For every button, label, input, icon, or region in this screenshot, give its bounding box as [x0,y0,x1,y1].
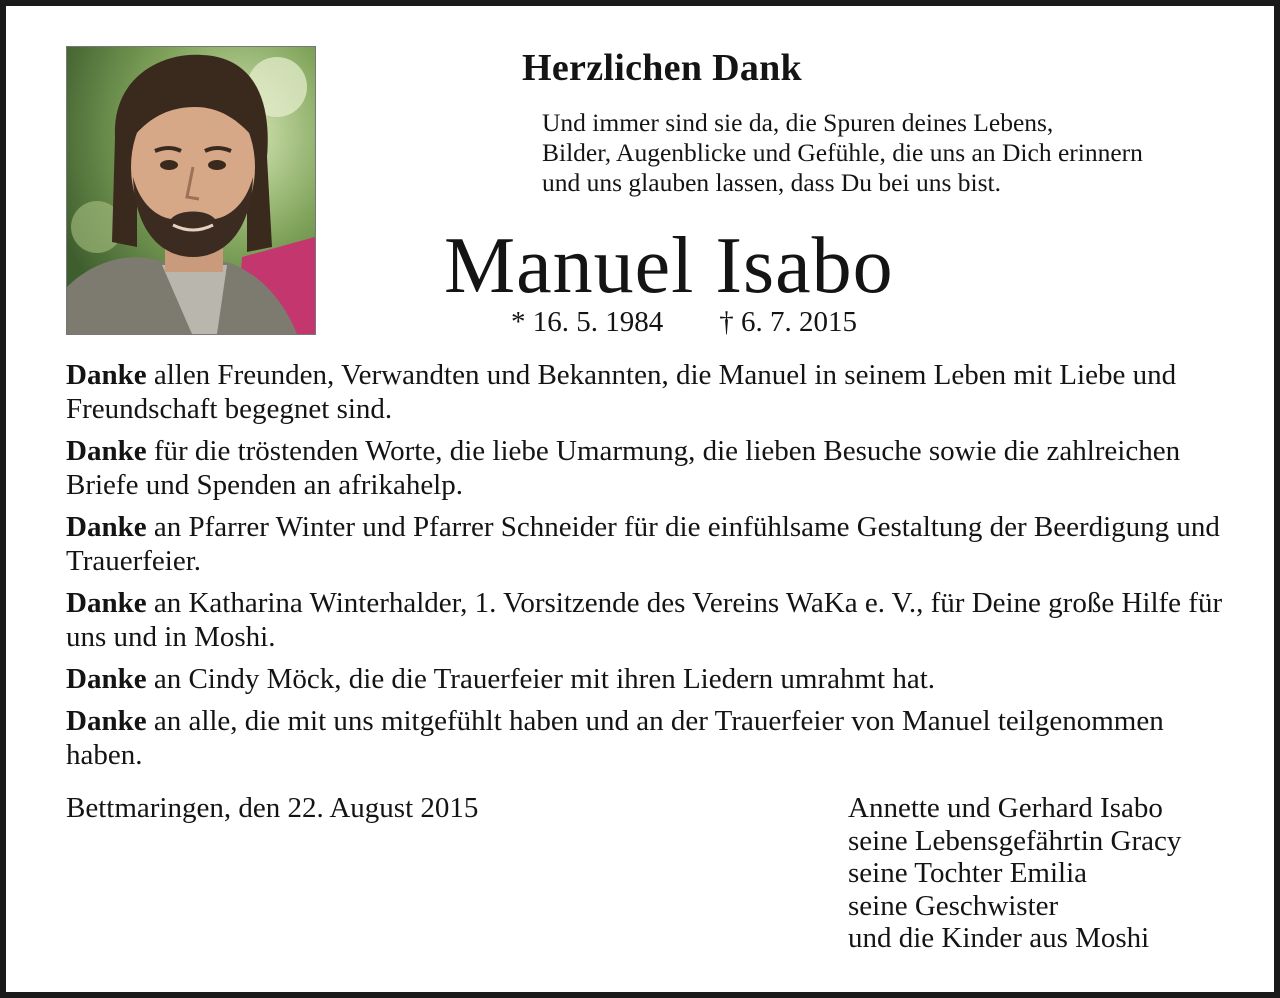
thanks-paragraph [66,434,1236,502]
motto-line: Und immer sind sie da, die Spuren deines Lebens, [542,108,1054,137]
thanks-paragraph [66,358,1236,426]
portrait-illustration [67,47,315,334]
death-date: † 6. 7. 2015 [719,306,857,338]
family-line: seine Geschwister [848,889,1059,922]
thanks-text: allen Freunden, Verwandten und Bekannten, die Manuel in seinem Leben mit Liebe und Freundschaft begegnet sind. [66,359,1177,425]
thanks-text: für die tröstenden Worte, die liebe Umarmung, die lieben Besuche sowie die zahlreichen Briefe und Spenden an afrikahelp. [66,435,1181,501]
thanks-list [66,358,1236,780]
thanks-paragraph [66,662,1236,696]
birth-date: * 16. 5. 1984 [511,306,664,338]
thanks-paragraph [66,704,1236,772]
family-signature [848,792,1181,955]
thanks-lead: Danke [66,511,147,543]
family-line: und die Kinder aus Moshi [848,922,1150,954]
life-dates [511,306,857,339]
portrait-photo [66,46,316,335]
thanks-text: an alle, die mit uns mitgefühlt haben und an der Trauerfeier von Manuel teilgenommen haben. [66,705,1164,771]
thanks-lead: Danke [66,587,147,619]
thanks-lead: Danke [66,705,147,737]
thanks-lead: Danke [66,435,147,467]
thanks-text: an Pfarrer Winter und Pfarrer Schneider für die einfühlsame Gestaltung der Beerdigung und Trauerfeier. [66,511,1220,577]
motto-line: Bilder, Augenblicke und Gefühle, die uns an Dich erinnern [542,138,1143,167]
thanks-lead: Danke [66,359,147,391]
motto-verse [542,108,1242,198]
thanks-text: an Cindy Möck, die die Trauerfeier mit ihren Liedern umrahmt hat. [146,663,936,695]
family-line: Annette und Gerhard Isabo [848,792,1163,824]
heading-title: Herzlichen Dank [522,47,802,89]
deceased-name: Manuel Isabo [444,222,894,310]
thanks-lead: Danke [66,663,147,695]
place-date: Bettmaringen, den 22. August 2015 [66,792,479,824]
thanks-paragraph [66,586,1236,654]
motto-line: und uns glauben lassen, dass Du bei uns bist. [542,168,1001,197]
family-line: seine Tochter Emilia [848,857,1088,889]
thanks-paragraph [66,510,1236,578]
family-line: seine Lebensgefährtin Gracy [848,824,1182,857]
thanks-text: an Katharina Winterhalder, 1. Vorsitzende des Vereins WaKa e. V., für Deine große Hilfe für uns und in Moshi. [66,587,1223,653]
